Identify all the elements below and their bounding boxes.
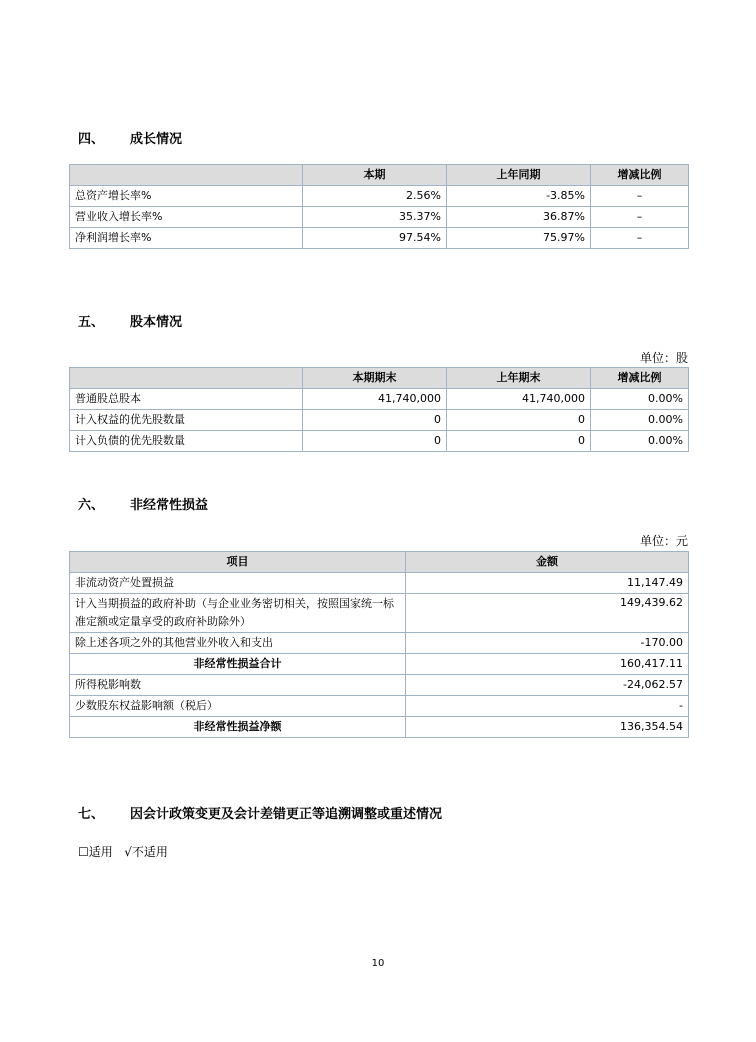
item-amount: 11,147.49	[406, 573, 689, 594]
change-value: –	[591, 228, 689, 249]
change-value: 0.00%	[591, 389, 689, 410]
header-cell: 增减比例	[591, 368, 689, 389]
section-number: 五、	[78, 315, 105, 330]
section-number: 六、	[78, 498, 105, 513]
item-label: 所得税影响数	[70, 675, 406, 696]
section-growth-title	[78, 128, 182, 147]
table-row	[70, 207, 689, 228]
table-row	[70, 431, 689, 452]
header-cell	[70, 368, 303, 389]
section-heading: 成长情况	[130, 132, 183, 147]
row-label: 计入负债的优先股数量	[70, 431, 303, 452]
item-amount: -170.00	[406, 633, 689, 654]
header-cell: 增减比例	[591, 165, 689, 186]
header-cell: 项目	[70, 552, 406, 573]
section-number: 七、	[78, 807, 105, 822]
section-heading: 股本情况	[130, 315, 183, 330]
table-row	[70, 228, 689, 249]
table-row	[70, 675, 689, 696]
table-row	[70, 696, 689, 717]
prior-value: 75.97%	[447, 228, 591, 249]
current-value: 2.56%	[303, 186, 447, 207]
current-value: 41,740,000	[303, 389, 447, 410]
current-value: 0	[303, 410, 447, 431]
equity-table	[69, 367, 689, 452]
table-row	[70, 410, 689, 431]
header-cell: 上年同期	[447, 165, 591, 186]
option-not-applicable-label: 不适用	[131, 845, 168, 859]
header-cell: 金额	[406, 552, 689, 573]
checkbox-icon: ☐	[78, 845, 89, 859]
unit-label: 单位：元	[639, 534, 688, 548]
current-value: 35.37%	[303, 207, 447, 228]
item-label: 计入当期损益的政府补助（与企业业务密切相关，按照国家统一标准定额或定量享受的政府补助除外）	[70, 594, 406, 633]
item-label: 非流动资产处置损益	[70, 573, 406, 594]
prior-value: -3.85%	[447, 186, 591, 207]
checkmark-icon: √	[124, 845, 132, 859]
nonrecurring-table	[69, 551, 689, 738]
section-number: 四、	[78, 132, 105, 147]
item-label: 少数股东权益影响额（税后）	[70, 696, 406, 717]
table-header-row	[70, 368, 689, 389]
table-row-total	[70, 717, 689, 738]
header-cell	[70, 165, 303, 186]
header-cell: 本期期末	[303, 368, 447, 389]
option-applicable-label: 适用	[88, 845, 113, 859]
section-heading: 非经常性损益	[130, 498, 209, 513]
item-label: 非经常性损益合计	[70, 654, 406, 675]
prior-value: 0	[447, 431, 591, 452]
change-value: –	[591, 186, 689, 207]
current-value: 97.54%	[303, 228, 447, 249]
prior-value: 36.87%	[447, 207, 591, 228]
growth-table	[69, 164, 689, 249]
item-amount: -24,062.57	[406, 675, 689, 696]
section-heading: 因会计政策变更及会计差错更正等追溯调整或重述情况	[130, 807, 443, 822]
page-number: 10	[371, 958, 385, 969]
table-row	[70, 186, 689, 207]
row-label: 总资产增长率%	[70, 186, 303, 207]
row-label: 计入权益的优先股数量	[70, 410, 303, 431]
applicability-options	[78, 843, 168, 860]
table-row	[70, 573, 689, 594]
row-label: 普通股总股本	[70, 389, 303, 410]
change-value: 0.00%	[591, 410, 689, 431]
prior-value: 0	[447, 410, 591, 431]
row-label: 净利润增长率%	[70, 228, 303, 249]
section-restatement-title	[78, 803, 442, 822]
item-amount: 160,417.11	[406, 654, 689, 675]
table-row-subtotal	[70, 654, 689, 675]
item-amount: -	[406, 696, 689, 717]
table-row	[70, 633, 689, 654]
unit-label: 单位：股	[639, 351, 688, 365]
section-equity-title	[78, 311, 182, 330]
item-label: 除上述各项之外的其他营业外收入和支出	[70, 633, 406, 654]
table-row	[70, 594, 689, 633]
table-header-row	[70, 165, 689, 186]
table-row	[70, 389, 689, 410]
change-value: –	[591, 207, 689, 228]
header-cell: 本期	[303, 165, 447, 186]
item-amount: 149,439.62	[406, 594, 689, 633]
change-value: 0.00%	[591, 431, 689, 452]
row-label: 营业收入增长率%	[70, 207, 303, 228]
current-value: 0	[303, 431, 447, 452]
section-nonrecurring-title	[78, 494, 208, 513]
item-amount: 136,354.54	[406, 717, 689, 738]
prior-value: 41,740,000	[447, 389, 591, 410]
table-header-row	[70, 552, 689, 573]
header-cell: 上年期末	[447, 368, 591, 389]
item-label: 非经常性损益净额	[70, 717, 406, 738]
